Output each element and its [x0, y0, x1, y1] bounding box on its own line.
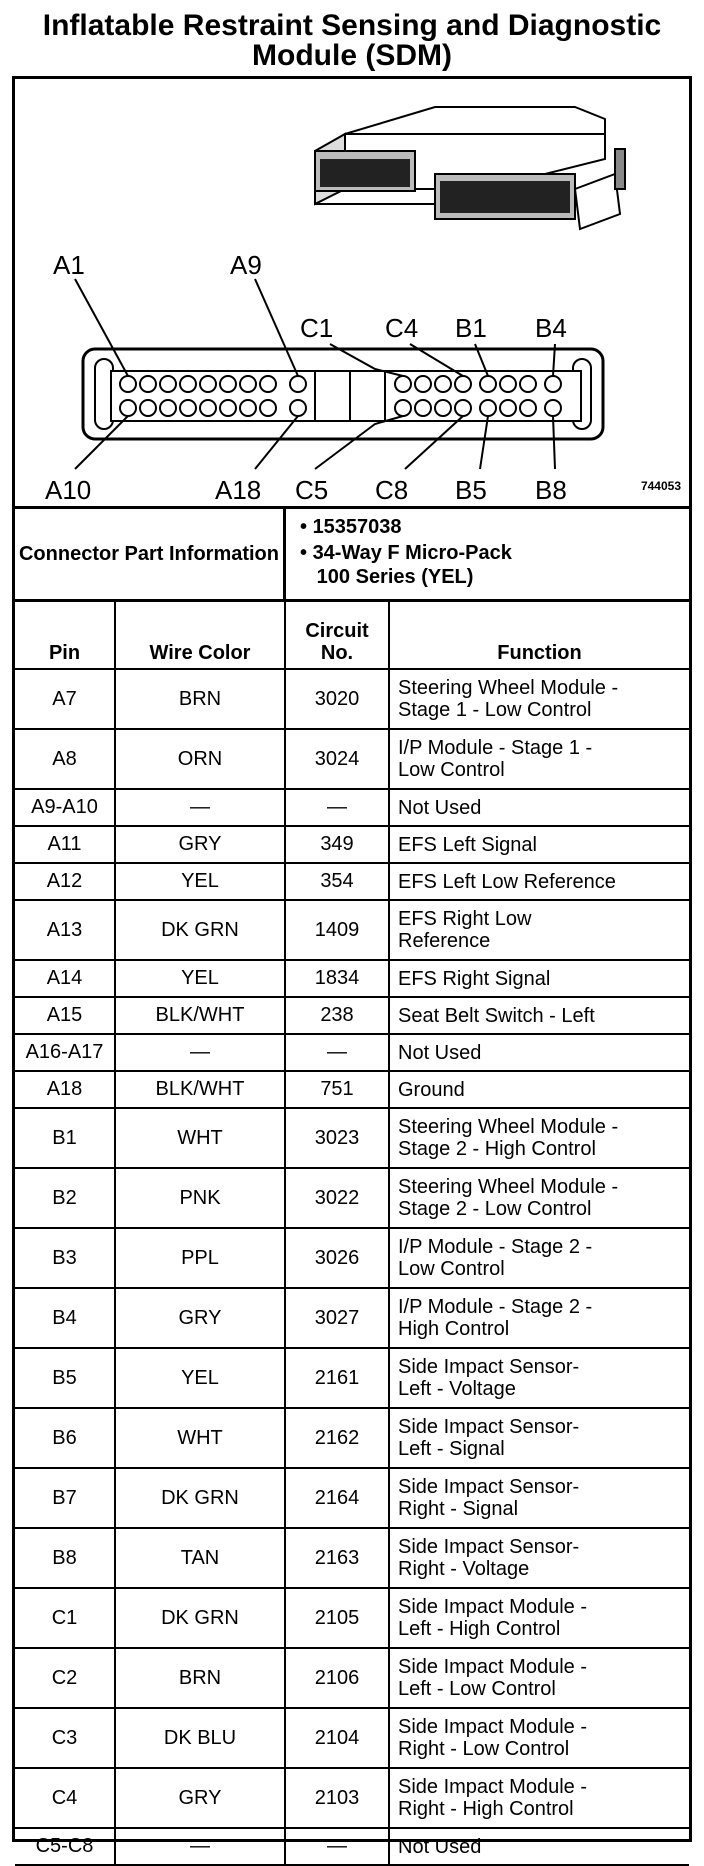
function-line-2: Left - High Control: [398, 1618, 561, 1640]
circuit-cell: 3020: [285, 669, 389, 729]
table-row: [15, 669, 689, 729]
function-line-2: High Control: [398, 1318, 510, 1340]
function-line-1: Side Impact Sensor-: [398, 1416, 580, 1438]
label-a10: A10: [45, 475, 92, 505]
wire-color-cell: —: [115, 1034, 285, 1071]
function-cell: [389, 1468, 689, 1528]
circuit-cell: —: [285, 1034, 389, 1071]
pin-cell: C4: [15, 1768, 115, 1828]
function-cell: [389, 1588, 689, 1648]
wire-color-cell: ORN: [115, 729, 285, 789]
label-c5: C5: [295, 475, 329, 505]
function-cell: [389, 1828, 689, 1865]
label-b1: B1: [455, 313, 487, 343]
function-cell: [389, 1168, 689, 1228]
function-cell: [389, 1071, 689, 1108]
wire-color-cell: —: [115, 789, 285, 826]
page-title: Inflatable Restraint Sensing and Diagnostic: [42, 9, 662, 42]
function-line-2: Low Control: [398, 759, 505, 781]
pin-cell: A12: [15, 863, 115, 900]
function-line-2: Left - Voltage: [398, 1378, 516, 1400]
function-line-1: I/P Module - Stage 2 -: [398, 1236, 593, 1258]
table-row: [15, 900, 689, 960]
pin-cell: C2: [15, 1648, 115, 1708]
circuit-cell: 751: [285, 1071, 389, 1108]
circuit-cell: 2162: [285, 1408, 389, 1468]
label-b5: B5: [455, 475, 487, 505]
wire-color-cell: TAN: [115, 1528, 285, 1588]
function-cell: [389, 1408, 689, 1468]
function-cell: [389, 1708, 689, 1768]
function-line-1: Not Used: [398, 796, 482, 819]
table-row: [15, 1588, 689, 1648]
pin-cell: B6: [15, 1408, 115, 1468]
function-line-2: Low Control: [398, 1258, 505, 1280]
wire-color-cell: GRY: [115, 1768, 285, 1828]
pin-cell: B7: [15, 1468, 115, 1528]
function-line-2: Reference: [398, 930, 491, 952]
label-c8: C8: [375, 475, 409, 505]
pin-cell: A8: [15, 729, 115, 789]
circuit-cell: 3027: [285, 1288, 389, 1348]
function-line-1: Steering Wheel Module -: [398, 1116, 619, 1138]
function-cell: [389, 1648, 689, 1708]
function-line-1: Ground: [398, 1078, 465, 1101]
table-row: [15, 1034, 689, 1071]
function-cell: [389, 1768, 689, 1828]
pin-table: [15, 602, 689, 1866]
wire-color-cell: PNK: [115, 1168, 285, 1228]
page-subtitle: Module (SDM): [252, 39, 452, 72]
function-line-2: Right - High Control: [398, 1798, 574, 1820]
table-row: [15, 1648, 689, 1708]
function-line-2: Right - Signal: [398, 1498, 519, 1520]
function-line-1: Side Impact Module -: [398, 1776, 587, 1798]
wire-color-cell: BLK/WHT: [115, 1071, 285, 1108]
connector-info-details: [300, 515, 680, 591]
label-a1: A1: [53, 250, 85, 280]
table-row: [15, 1288, 689, 1348]
connector-description: • 34-Way F Micro-Pack 100 Series (YEL): [300, 542, 512, 588]
circuit-cell: 2163: [285, 1528, 389, 1588]
table-row: [15, 863, 689, 900]
header-function: Function: [389, 602, 689, 669]
label-b4: B4: [535, 313, 567, 343]
table-row: [15, 960, 689, 997]
circuit-cell: 349: [285, 826, 389, 863]
function-line-1: EFS Left Low Reference: [398, 870, 616, 893]
function-line-1: Not Used: [398, 1041, 482, 1064]
wire-color-cell: YEL: [115, 960, 285, 997]
function-cell: [389, 1528, 689, 1588]
table-row: [15, 1071, 689, 1108]
circuit-cell: 3022: [285, 1168, 389, 1228]
table-row: [15, 1168, 689, 1228]
wire-color-cell: BLK/WHT: [115, 997, 285, 1034]
wire-color-cell: GRY: [115, 1288, 285, 1348]
table-row: [15, 1348, 689, 1408]
pin-cell: C5-C8: [15, 1828, 115, 1865]
pin-cell: A16-A17: [15, 1034, 115, 1071]
wire-color-cell: GRY: [115, 826, 285, 863]
function-cell: [389, 669, 689, 729]
pin-cell: A7: [15, 669, 115, 729]
function-cell: [389, 789, 689, 826]
function-line-2: Stage 2 - Low Control: [398, 1198, 592, 1220]
function-line-1: EFS Left Signal: [398, 833, 537, 856]
pin-cell: B1: [15, 1108, 115, 1168]
pin-cell: B5: [15, 1348, 115, 1408]
function-line-1: EFS Right Signal: [398, 967, 551, 990]
function-cell: [389, 997, 689, 1034]
circuit-cell: 1409: [285, 900, 389, 960]
connector-drawing: [15, 79, 689, 506]
function-line-1: Steering Wheel Module -: [398, 677, 619, 699]
wire-color-cell: BRN: [115, 1648, 285, 1708]
function-line-2: Stage 2 - High Control: [398, 1138, 596, 1160]
function-line-1: Side Impact Module -: [398, 1596, 587, 1618]
function-line-1: EFS Right Low: [398, 908, 532, 930]
function-line-1: Side Impact Sensor-: [398, 1356, 580, 1378]
function-line-1: Steering Wheel Module -: [398, 1176, 619, 1198]
table-row: [15, 997, 689, 1034]
pin-cell: B8: [15, 1528, 115, 1588]
function-cell: [389, 1228, 689, 1288]
function-cell: [389, 826, 689, 863]
pin-cell: C3: [15, 1708, 115, 1768]
circuit-cell: 354: [285, 863, 389, 900]
function-line-2: Left - Low Control: [398, 1678, 556, 1700]
function-cell: [389, 900, 689, 960]
table-row: [15, 1408, 689, 1468]
function-cell: [389, 1288, 689, 1348]
function-line-2: Stage 1 - Low Control: [398, 699, 592, 721]
function-line-1: Side Impact Module -: [398, 1716, 587, 1738]
table-row: [15, 826, 689, 863]
wire-color-cell: WHT: [115, 1108, 285, 1168]
function-line-1: Not Used: [398, 1835, 482, 1858]
header-wire-color: Wire Color: [115, 602, 285, 669]
function-cell: [389, 863, 689, 900]
pin-table-body: [15, 669, 689, 1865]
label-b8: B8: [535, 475, 567, 505]
pin-cell: B2: [15, 1168, 115, 1228]
table-row: [15, 789, 689, 826]
circuit-cell: 2105: [285, 1588, 389, 1648]
wire-color-cell: YEL: [115, 1348, 285, 1408]
pin-cell: A11: [15, 826, 115, 863]
function-line-1: Seat Belt Switch - Left: [398, 1004, 595, 1027]
table-row: [15, 1708, 689, 1768]
pin-cell: A18: [15, 1071, 115, 1108]
connector-info-label: Connector Part Information: [15, 509, 286, 599]
label-c4: C4: [385, 313, 419, 343]
pin-cell: B3: [15, 1228, 115, 1288]
header-circuit: Circuit No.: [285, 602, 389, 669]
circuit-cell: 2104: [285, 1708, 389, 1768]
function-line-2: Right - Voltage: [398, 1558, 530, 1580]
function-cell: [389, 729, 689, 789]
circuit-cell: 238: [285, 997, 389, 1034]
wire-color-cell: WHT: [115, 1408, 285, 1468]
table-row: [15, 1768, 689, 1828]
wire-color-cell: DK BLU: [115, 1708, 285, 1768]
figure-number: 744053: [640, 479, 681, 493]
function-cell: [389, 1108, 689, 1168]
wire-color-cell: DK GRN: [115, 1468, 285, 1528]
circuit-cell: 3023: [285, 1108, 389, 1168]
wire-color-cell: DK GRN: [115, 900, 285, 960]
table-row: [15, 1468, 689, 1528]
function-line-2: Left - Signal: [398, 1438, 505, 1460]
pin-cell: A13: [15, 900, 115, 960]
circuit-cell: 3024: [285, 729, 389, 789]
function-line-1: I/P Module - Stage 1 -: [398, 737, 593, 759]
wire-color-cell: —: [115, 1828, 285, 1865]
wire-color-cell: PPL: [115, 1228, 285, 1288]
circuit-cell: 3026: [285, 1228, 389, 1288]
connector-frame: [12, 76, 692, 1858]
pin-cell: A9-A10: [15, 789, 115, 826]
circuit-cell: 2161: [285, 1348, 389, 1408]
circuit-cell: 1834: [285, 960, 389, 997]
function-line-1: Side Impact Sensor-: [398, 1476, 580, 1498]
pin-cell: A15: [15, 997, 115, 1034]
connector-diagram: [15, 79, 689, 509]
function-line-2: Right - Low Control: [398, 1738, 570, 1760]
function-cell: [389, 1034, 689, 1071]
circuit-cell: —: [285, 1828, 389, 1865]
function-line-1: I/P Module - Stage 2 -: [398, 1296, 593, 1318]
connector-face: [83, 349, 603, 439]
function-line-1: Side Impact Module -: [398, 1656, 587, 1678]
pin-cell: C1: [15, 1588, 115, 1648]
table-row: [15, 1528, 689, 1588]
wire-color-cell: DK GRN: [115, 1588, 285, 1648]
label-a18: A18: [215, 475, 262, 505]
pin-cell: B4: [15, 1288, 115, 1348]
wire-color-cell: YEL: [115, 863, 285, 900]
circuit-cell: 2103: [285, 1768, 389, 1828]
part-number: • 15357038: [300, 516, 402, 538]
connector-part-info: [15, 509, 689, 602]
function-cell: [389, 960, 689, 997]
table-row: [15, 1828, 689, 1865]
label-a9: A9: [230, 250, 262, 280]
wire-color-cell: BRN: [115, 669, 285, 729]
circuit-cell: 2164: [285, 1468, 389, 1528]
table-row: [15, 1108, 689, 1168]
pin-table-header: [15, 602, 689, 669]
header-pin: Pin: [15, 602, 115, 669]
function-cell: [389, 1348, 689, 1408]
label-c1: C1: [300, 313, 334, 343]
pin-cell: A14: [15, 960, 115, 997]
circuit-cell: —: [285, 789, 389, 826]
circuit-cell: 2106: [285, 1648, 389, 1708]
table-row: [15, 729, 689, 789]
table-row: [15, 1228, 689, 1288]
function-line-1: Side Impact Sensor-: [398, 1536, 580, 1558]
